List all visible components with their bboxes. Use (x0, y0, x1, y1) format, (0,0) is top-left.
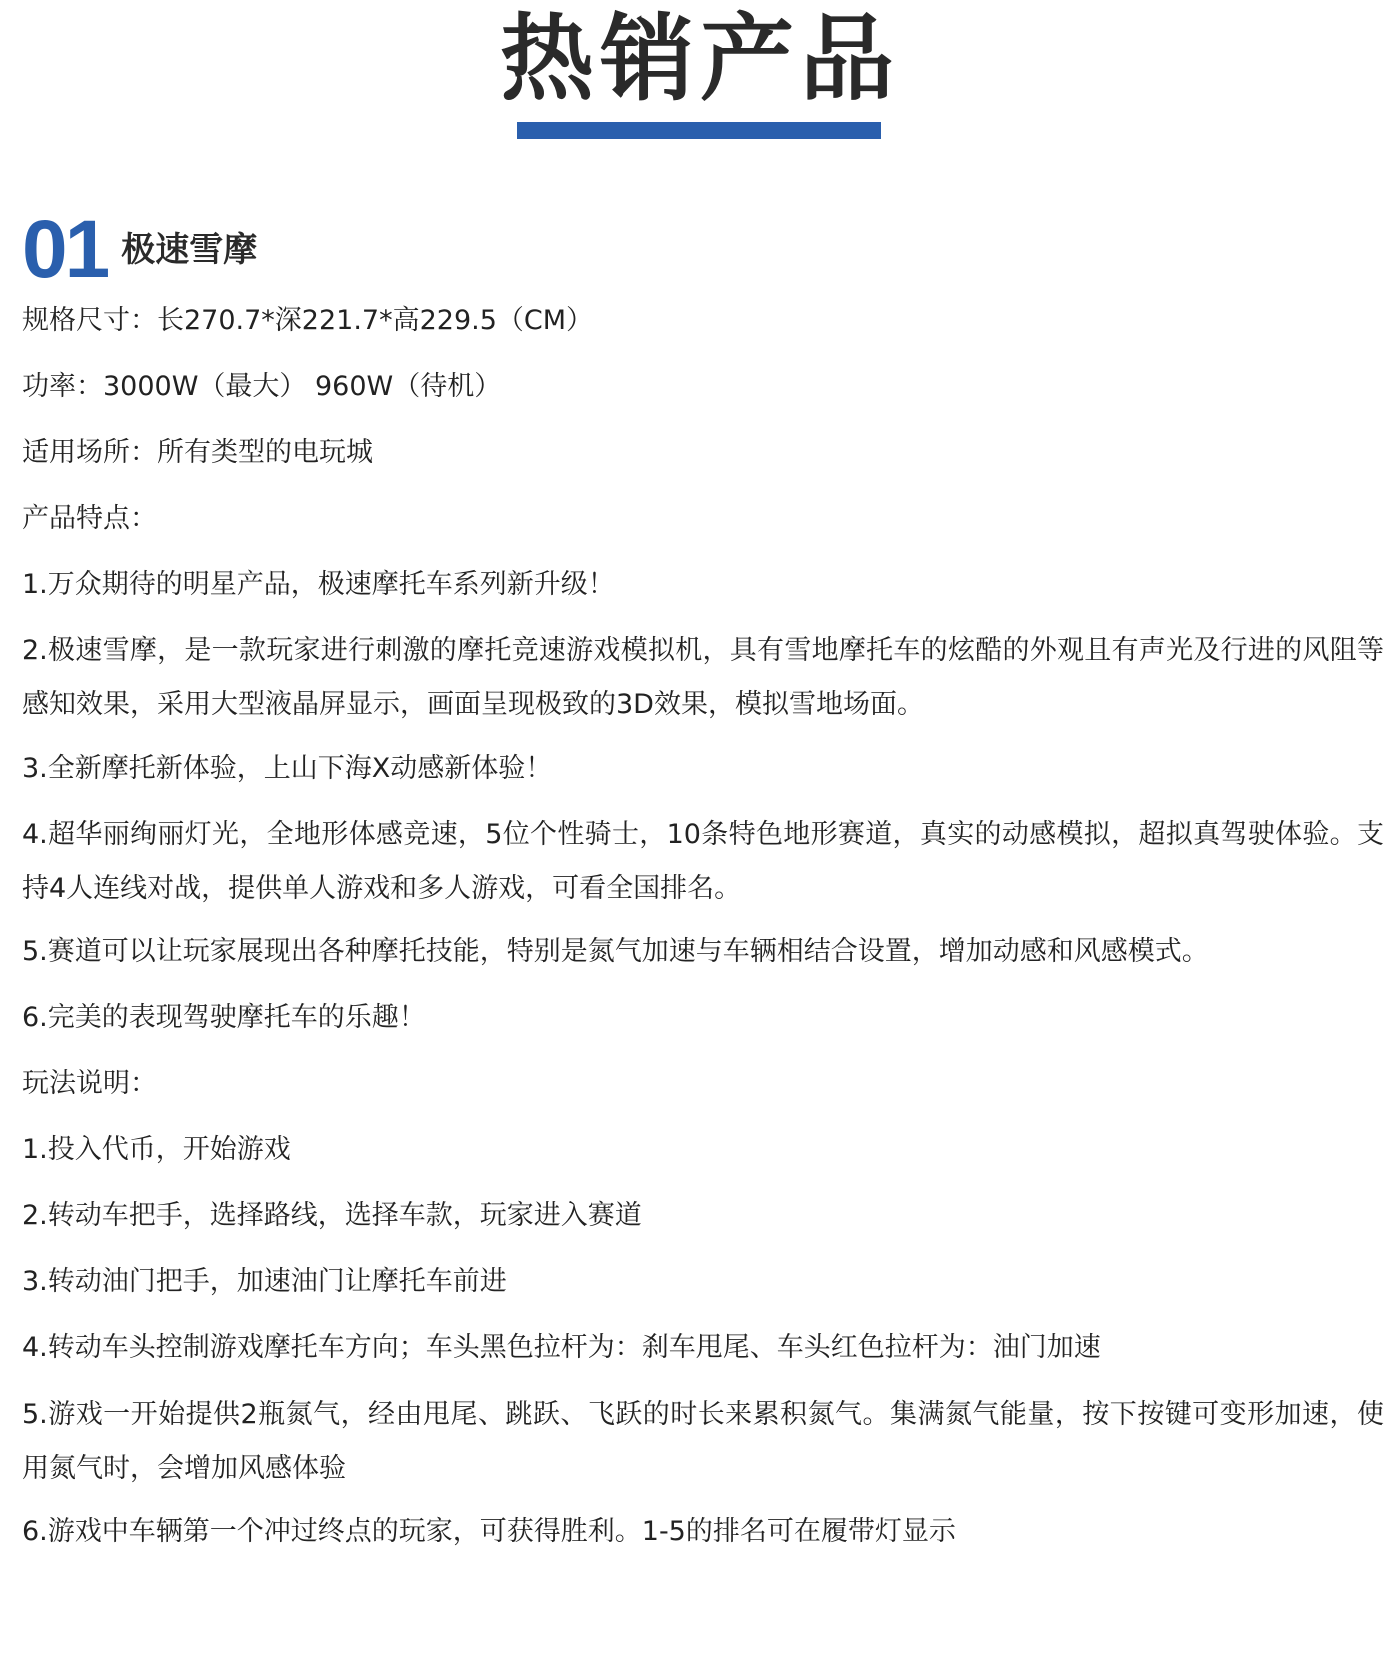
page-title: 热销产品 (499, 5, 900, 114)
page-header (0, 0, 1400, 150)
gameplay-item: 6.游戏中车辆第一个冲过终点的玩家，可获得胜利。1-5的排名可在履带灯显示 (22, 1516, 956, 1547)
feature-item: 1.万众期待的明星产品，极速摩托车系列新升级！ (22, 569, 615, 600)
spec-power: 功率：3000W（最大） 960W（待机） (22, 371, 502, 402)
feature-item: 6.完美的表现驾驶摩托车的乐趣！ (22, 1002, 426, 1033)
gameplay-item: 2.转动车把手，选择路线，选择车款，玩家进入赛道 (22, 1200, 642, 1231)
feature-item: 2.极速雪摩，是一款玩家进行刺激的摩托竞速游戏模拟机，具有雪地摩托车的炫酷的外观且有声光及行进的风阻等感知效果，采用大型液晶屏显示，画面呈现极致的3D效果，模拟雪地场面。 (22, 635, 1384, 720)
feature-item: 4.超华丽绚丽灯光，全地形体感竞速，5位个性骑士，10条特色地形赛道，真实的动感模拟，超拟真驾驶体验。支持4人连线对战，提供单人游戏和多人游戏，可看全国排名。 (22, 819, 1384, 904)
features-heading: 产品特点： (22, 503, 157, 534)
section-heading (22, 205, 257, 295)
gameplay-item: 1.投入代币，开始游戏 (22, 1134, 291, 1165)
title-underline (517, 122, 881, 139)
feature-item: 3.全新摩托新体验，上山下海X动感新体验！ (22, 753, 553, 784)
gameplay-item: 5.游戏一开始提供2瓶氮气，经由甩尾、跳跃、飞跃的时长来累积氮气。集满氮气能量，按下按键可变形加速，使用氮气时，会增加风感体验 (22, 1399, 1384, 1484)
spec-venue: 适用场所：所有类型的电玩城 (22, 437, 373, 468)
feature-item: 5.赛道可以让玩家展现出各种摩托技能，特别是氮气加速与车辆相结合设置，增加动感和风感模式。 (22, 936, 1209, 967)
gameplay-item: 3.转动油门把手，加速油门让摩托车前进 (22, 1266, 507, 1297)
gameplay-heading: 玩法说明： (22, 1068, 157, 1099)
product-name: 极速雪摩 (121, 230, 258, 270)
gameplay-item: 4.转动车头控制游戏摩托车方向；车头黑色拉杆为：刹车甩尾、车头红色拉杆为：油门加速 (22, 1332, 1101, 1363)
section-number: 01 (22, 204, 108, 295)
spec-size: 规格尺寸：长270.7*深221.7*高229.5（CM） (22, 305, 594, 336)
